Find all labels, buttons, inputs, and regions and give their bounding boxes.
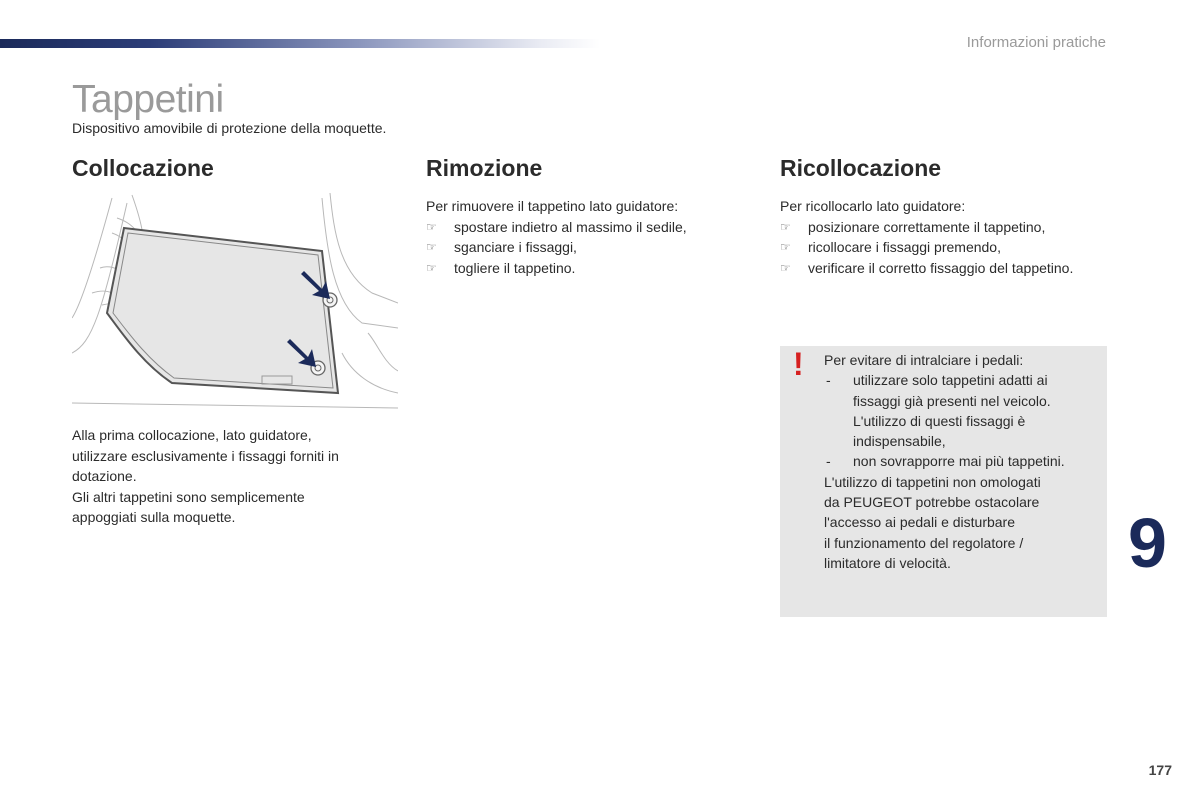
text-line: da PEUGEOT potrebbe ostacolare	[824, 494, 1040, 511]
list-item: ☞ posizionare correttamente il tappetino,	[780, 217, 1110, 238]
chapter-number: 9	[1128, 504, 1167, 582]
pointing-hand-icon: ☞	[780, 219, 791, 234]
ricollocazione-section	[780, 155, 1110, 278]
rimozione-steps	[426, 217, 756, 279]
ricollocazione-steps	[780, 217, 1110, 279]
text-line: fissaggi già presenti nel veicolo.	[853, 392, 1051, 409]
rimozione-section	[426, 155, 756, 278]
section-header: Informazioni pratiche	[966, 34, 1106, 51]
ricollocazione-intro: Per ricollocarlo lato guidatore:	[780, 198, 966, 214]
text-line: appoggiati sulla moquette.	[72, 509, 236, 525]
collocazione-text	[72, 425, 402, 528]
warning-box	[780, 346, 1107, 617]
text-line: dotazione.	[72, 468, 137, 484]
text-line: L'utilizzo di questi fissaggi è	[853, 412, 1026, 429]
warning-content	[824, 350, 1094, 573]
floor-mat-illustration	[72, 193, 398, 413]
text-line: utilizzare solo tappetini adatti ai	[853, 372, 1048, 389]
page-title: Tappetini	[72, 78, 224, 121]
text-line: il funzionamento del regolatore /	[824, 534, 1024, 551]
pointing-hand-icon: ☞	[426, 260, 437, 275]
text-line: Gli altri tappetini sono semplicemente	[72, 488, 305, 505]
page-number: 177	[1148, 762, 1172, 778]
dash-marker: -	[826, 453, 831, 470]
rimozione-heading: Rimozione	[426, 155, 543, 181]
header-gradient-bar	[0, 39, 600, 48]
text-line: limitatore di velocità.	[824, 554, 951, 571]
collocazione-heading: Collocazione	[72, 155, 214, 181]
page-subtitle: Dispositivo amovibile di protezione della moquette.	[72, 120, 387, 136]
warning-item	[824, 370, 1094, 451]
list-item: ☞ sganciare i fissaggi,	[426, 237, 756, 258]
list-item: ☞ verificare il corretto fissaggio del tappetino.	[780, 258, 1110, 279]
pointing-hand-icon: ☞	[780, 240, 791, 254]
text-line: Alla prima collocazione, lato guidatore,	[72, 427, 312, 443]
pointing-hand-icon: ☞	[426, 219, 437, 234]
text-line: non sovrapporre mai più tappetini.	[853, 453, 1065, 470]
ricollocazione-heading: Ricollocazione	[780, 155, 942, 181]
exclamation-icon: !	[793, 346, 804, 382]
text-line: L'utilizzo di tappetini non omologati	[824, 473, 1041, 490]
list-item: ☞ ricollocare i fissaggi premendo,	[780, 237, 1110, 258]
dash-marker: -	[826, 372, 831, 389]
warning-intro: Per evitare di intralciare i pedali:	[824, 352, 1024, 368]
text-line: l'accesso ai pedali e disturbare	[824, 514, 1016, 531]
text-line: utilizzare esclusivamente i fissaggi forniti in	[72, 447, 339, 464]
list-item: ☞ togliere il tappetino.	[426, 258, 756, 279]
pointing-hand-icon: ☞	[780, 260, 791, 275]
pointing-hand-icon: ☞	[426, 240, 437, 254]
collocazione-section	[72, 155, 402, 196]
warning-item	[824, 451, 1094, 471]
text-line: indispensabile,	[853, 433, 946, 450]
list-item: ☞ spostare indietro al massimo il sedile,	[426, 217, 756, 238]
rimozione-intro: Per rimuovere il tappetino lato guidatore:	[426, 198, 679, 214]
